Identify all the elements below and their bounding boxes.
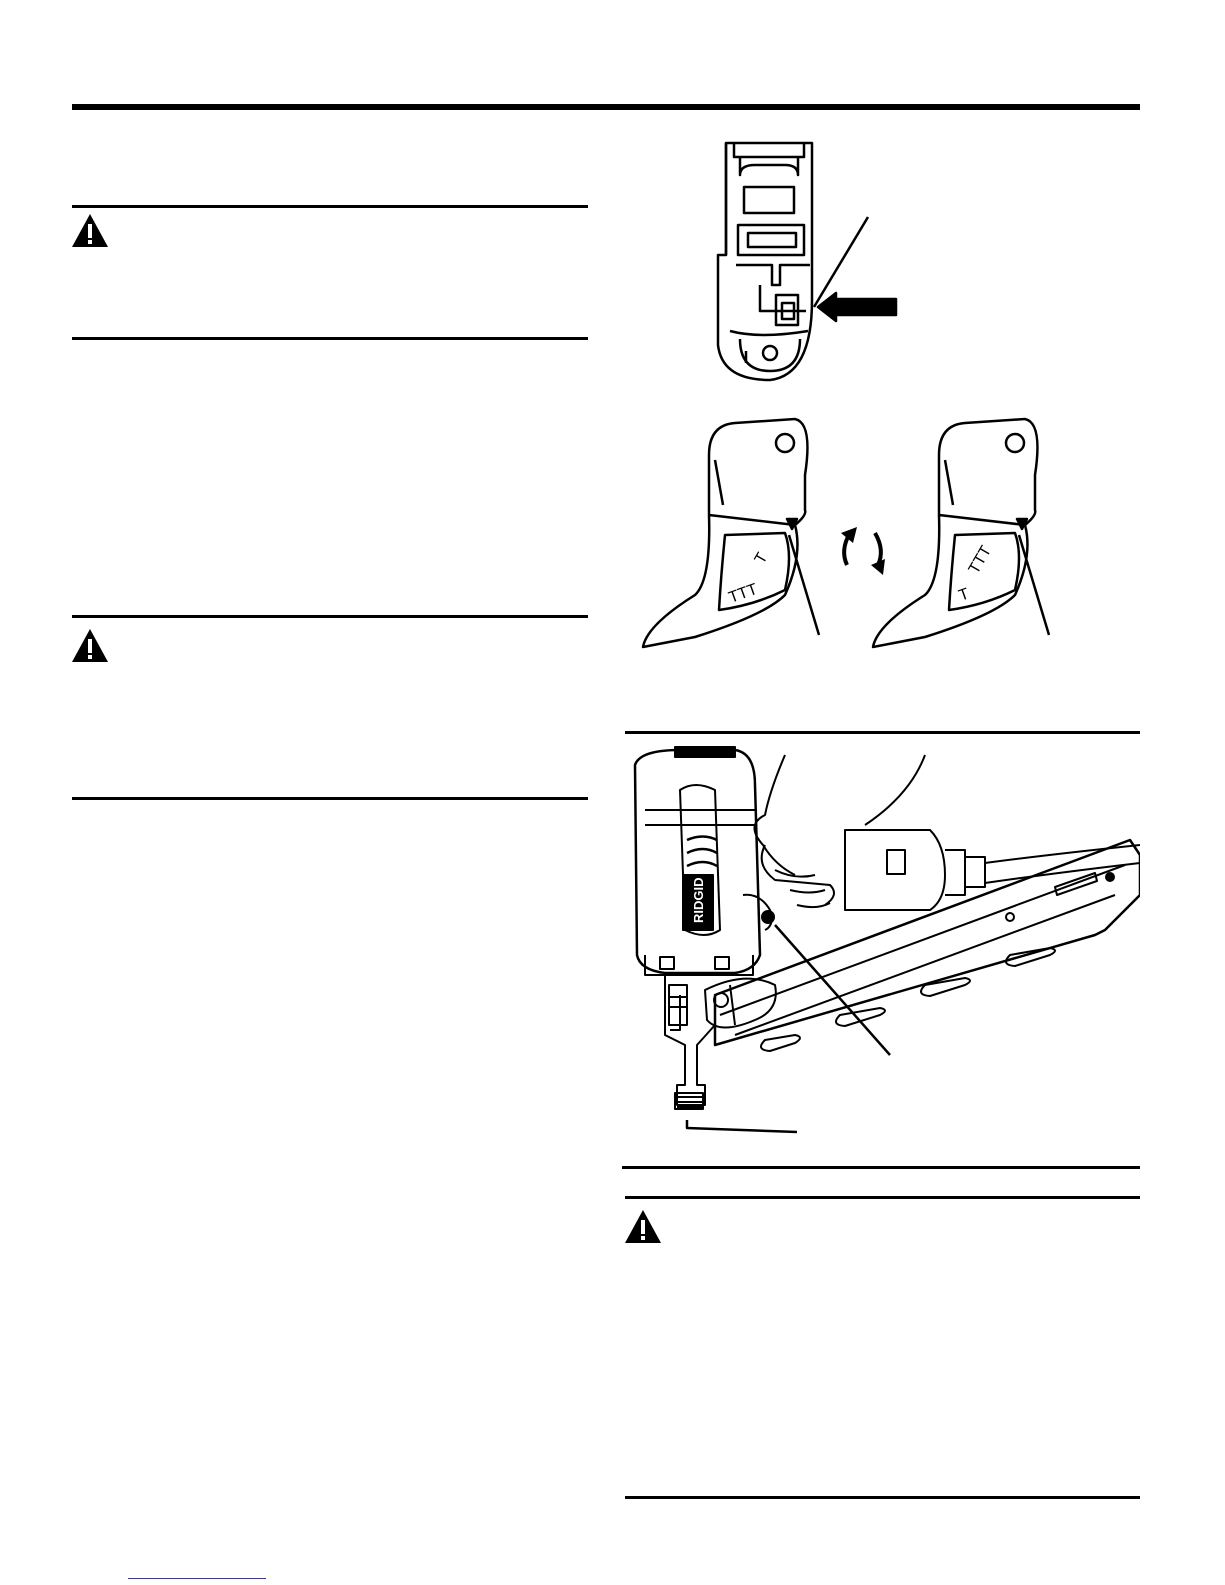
- figure-selector-positions: [635, 415, 1085, 660]
- figure-bottom-rule: [622, 1166, 1140, 1169]
- page-header-rule: [72, 104, 1140, 110]
- figure-section-rule: [625, 731, 1140, 734]
- svg-text:T: T: [956, 585, 972, 605]
- warning-box-1-top-rule: [72, 205, 588, 208]
- warning-box-2-top-rule: [72, 615, 588, 618]
- warning-box-3-bottom-rule: [625, 1496, 1140, 1499]
- warning-box-1-bottom-rule: [72, 337, 588, 340]
- warning-triangle-icon: [70, 212, 110, 255]
- warning-triangle-icon: [623, 1208, 663, 1251]
- figure-nose-underside: [700, 135, 920, 390]
- warning-box-2-bottom-rule: [72, 797, 588, 800]
- warning-triangle-icon: [70, 627, 110, 670]
- footer-link-underline[interactable]: [128, 1578, 266, 1579]
- svg-text:TTT: TTT: [965, 543, 996, 577]
- rotate-arrows-icon: [841, 527, 885, 575]
- trigger-left: [643, 419, 819, 647]
- warning-box-3-top-rule: [625, 1196, 1140, 1199]
- svg-text:TTT: TTT: [726, 580, 760, 607]
- figure-framing-nailer: [625, 745, 1140, 1140]
- svg-text:T: T: [751, 550, 772, 567]
- tool-brand-label: RIDGID: [691, 877, 706, 923]
- trigger-right: [873, 419, 1049, 647]
